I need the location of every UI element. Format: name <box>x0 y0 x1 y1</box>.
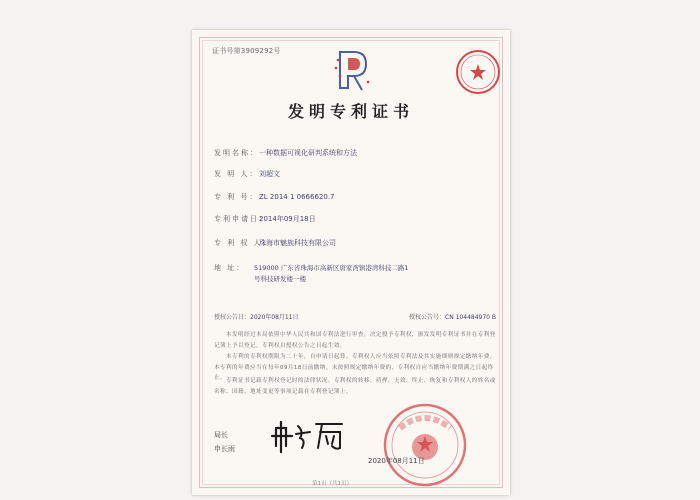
announcement-date <box>214 312 299 321</box>
director-label-1: 局长 <box>214 431 228 439</box>
field-patent-holder <box>214 238 494 248</box>
field-label: 地 址： <box>214 264 246 272</box>
director-signature-icon <box>270 418 350 454</box>
field-label: 发明名称： <box>214 149 259 157</box>
director-title <box>214 428 235 456</box>
announcement-number <box>409 312 496 321</box>
announcement-date-value: 2020年08月11日 <box>250 314 299 321</box>
field-label: 专 利 权 人： <box>214 239 272 247</box>
field-value: 2014年09月18日 <box>259 215 316 223</box>
address-line-2: 号科技研发楼一楼 <box>254 275 306 283</box>
official-stamp-icon <box>380 400 470 490</box>
announcement-number-value: CN 104484970 B <box>445 314 496 321</box>
field-label: 发 明 人： <box>214 170 259 178</box>
field-value: 珠海市魅族科技有限公司 <box>259 239 336 247</box>
page-footer: 第1页（共1页） <box>312 481 352 487</box>
body-paragraph-3: 专利证书记载专利权登记时的法律状况。专利权的转移、质押、无效、终止、恢复和专利权人的姓名或名称、国籍、地址变更等事项记载在专利登记簿上。 <box>214 378 496 395</box>
director-label-2: 申长雨 <box>214 445 235 453</box>
announcement-date-label: 授权公告日： <box>214 314 251 321</box>
field-label: 专 利 号： <box>214 193 259 201</box>
issue-date: 2020年08月11日 <box>368 457 425 465</box>
body-paragraph-2: 本专利的专利权期限为二十年，自申请日起算。专利权人应当依照专利法及其实施细则规定缴纳年费。本专利的年费应当在每年09月18日前缴纳。未按照规定缴纳年费的，专利权自应当缴纳年费期满之日起终止。 <box>214 354 496 381</box>
field-value: ZL 2014 1 0666620.7 <box>259 193 335 201</box>
field-value: 一种数据可视化研判系统和方法 <box>259 149 357 157</box>
patent-office-emblem-icon <box>332 46 374 94</box>
field-label: 专利申请日： <box>214 215 268 223</box>
announcement-number-label: 授权公告号： <box>409 314 446 321</box>
certificate-title: 发明专利证书 <box>287 102 414 121</box>
field-value: 刘超文 <box>259 170 280 178</box>
field-invention-name <box>214 148 494 158</box>
body-paragraph-1: 本发明经过本局依照中华人民共和国专利法进行审查，决定授予专利权，颁发发明专利证书并在专利登记簿上予以登记。专利权自授权公告之日起生效。 <box>214 332 496 349</box>
field-inventor <box>214 169 494 179</box>
official-seal-icon <box>454 48 502 96</box>
patent-certificate <box>192 30 510 495</box>
announcement-row <box>214 312 496 321</box>
certificate-number: 证书号第3909292号 <box>212 47 281 55</box>
address-line-1: 519000 广东省珠海市高新区唐家湾镇港湾科技二路1 <box>254 264 409 272</box>
field-patent-number <box>214 192 494 202</box>
field-application-date <box>214 214 494 224</box>
